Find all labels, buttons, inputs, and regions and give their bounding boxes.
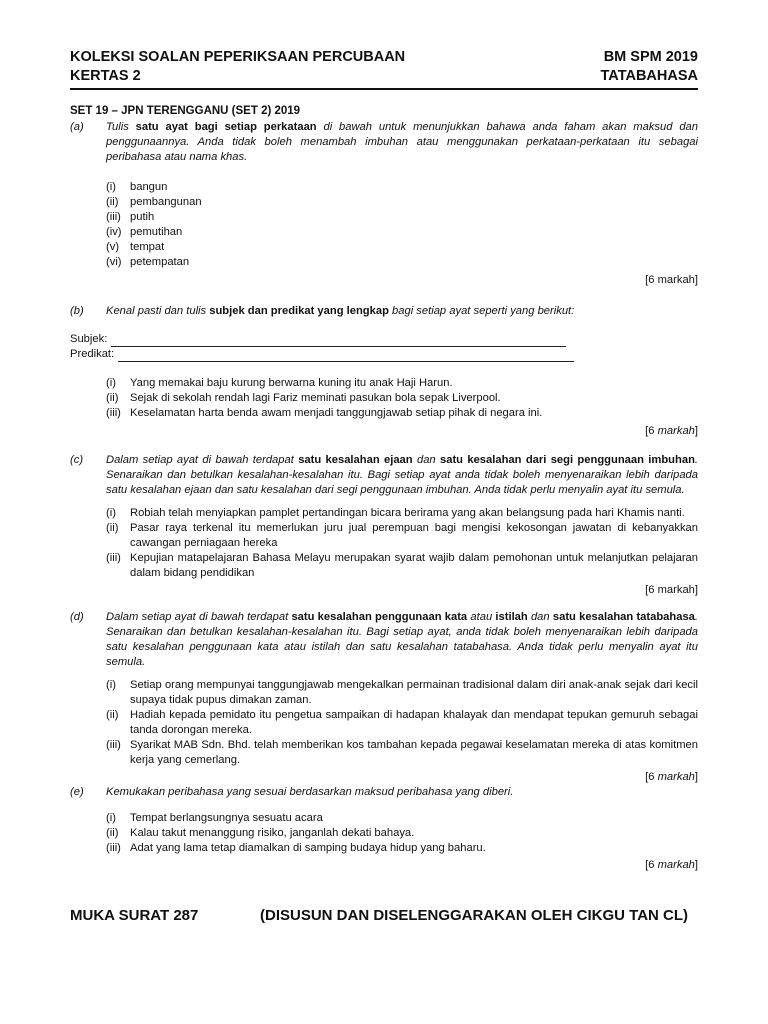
marks-label: [6 markah] xyxy=(645,771,698,783)
question-b xyxy=(70,304,698,319)
collection-title: KOLEKSI SOALAN PEPERIKSAAN PERCUBAAN xyxy=(70,49,406,65)
list-item: (v) tempat xyxy=(106,241,165,253)
header-top-row xyxy=(70,48,698,67)
credit-line: (DISUSUN DAN DISELENGGARAKAN OLEH CIKGU TAN CL) xyxy=(260,907,689,924)
list-item: (ii) Kalau takut menanggung risiko, janganlah dekati bahaya. xyxy=(106,827,415,839)
question-label: (b) xyxy=(70,305,84,317)
question-d xyxy=(70,610,698,670)
item-list xyxy=(106,678,698,768)
list-item: (i) Tempat berlangsungnya sesuatu acara xyxy=(106,812,323,824)
page-footer xyxy=(70,908,698,923)
list-item: (iv) pemutihan xyxy=(106,226,183,238)
item-list xyxy=(106,376,698,421)
question-label: (c) xyxy=(70,454,84,466)
question-a xyxy=(70,120,698,165)
list-item: (iii) Keselamatan harta benda awam menjadi tanggungjawab setiap pihak di negara ini. xyxy=(106,407,543,419)
question-e xyxy=(70,785,698,800)
list-item: (iii) Kepujian matapelajaran Bahasa Melayu merupakan syarat wajib dalam pemohonan untuk melanjutkan pelajaran dalam bidang pendidikan xyxy=(106,552,698,579)
item-list xyxy=(106,180,698,270)
subjek-line xyxy=(111,334,566,347)
question-label: (d) xyxy=(70,611,84,623)
answer-lines xyxy=(70,332,698,362)
question-instruction: Dalam setiap ayat di bawah terdapat satu kesalahan penggunaan kata atau istilah dan satu kesalahan tatabahasa. Senaraikan dan betulkan kesalahan-kesalahan itu. Bagi setiap ayat, anda tidak boleh menyenaraikan lebih daripada satu kesalahan penggunaan kata atau istilah dan satu kesalahan tatabahasa. Anda tidak perlu menyalin ayat itu semula. xyxy=(106,611,699,668)
list-item: (iii) Syarikat MAB Sdn. Bhd. telah memberikan kos tambahan kepada pegawai keselamatan mereka di atas komitmen kerja yang cemerlang. xyxy=(106,739,698,766)
paper-label: KERTAS 2 xyxy=(70,68,141,84)
list-item: (ii) pembangunan xyxy=(106,196,202,208)
list-item: (i) Yang memakai baju kurung berwarna kuning itu anak Haji Harun. xyxy=(106,377,453,389)
marks-label: [6 markah] xyxy=(645,425,698,437)
list-item: (ii) Hadiah kepada pemidato itu pengetua sampaikan di hadapan khalayak dan mendapat tepukan gemuruh sebagai tanda dorongan mereka. xyxy=(106,709,698,736)
subjek-label: Subjek: xyxy=(70,333,108,345)
list-item: (i) Robiah telah menyiapkan pamplet pertandingan bicara berirama yang akan belangsung pada hari Khamis nanti. xyxy=(106,507,685,519)
header-bottom-row xyxy=(70,67,698,86)
question-label: (e) xyxy=(70,786,84,798)
list-item: (i) bangun xyxy=(106,181,168,193)
question-c xyxy=(70,453,698,498)
list-item: (i) Setiap orang mempunyai tanggungjawab mengekalkan permainan tradisional dalam diri anak-anak sejak dari kecil supaya tidak pupus dimakan zaman. xyxy=(106,679,698,706)
marks-label: [6 markah] xyxy=(645,584,698,596)
question-instruction: Kenal pasti dan tulis subjek dan predikat yang lengkap bagi setiap ayat seperti yang berikut: xyxy=(106,305,575,317)
list-item: (vi) petempatan xyxy=(106,256,190,268)
marks-label: [6 markah] xyxy=(645,274,698,286)
predikat-row xyxy=(70,347,698,362)
page-number: MUKA SURAT 287 xyxy=(70,907,199,924)
predikat-label: Predikat: xyxy=(70,348,115,360)
header-divider xyxy=(70,88,698,90)
exam-code: BM SPM 2019 xyxy=(603,49,698,65)
subjek-row xyxy=(70,332,698,347)
exam-page xyxy=(70,48,698,873)
question-instruction: Dalam setiap ayat di bawah terdapat satu kesalahan ejaan dan satu kesalahan dari segi penggunaan imbuhan. Senaraikan dan betulkan kesalahan-kesalahan itu. Bagi setiap ayat anda tidak boleh menyenaraikan lebih daripada satu kesalahan ejaan dan satu kesalahan dari segi penggunaan imbuhan. Anda tidak perlu menyalin ayat itu semula. xyxy=(106,454,699,496)
marks-label: [6 markah] xyxy=(645,859,698,871)
predikat-line xyxy=(118,349,574,362)
list-item: (iii) putih xyxy=(106,211,155,223)
set-title: SET 19 – JPN TERENGGANU (SET 2) 2019 xyxy=(70,105,301,117)
question-label: (a) xyxy=(70,121,84,133)
item-list xyxy=(106,811,698,856)
list-item: (ii) Sejak di sekolah rendah lagi Fariz meminati pasukan bola sepak Liverpool. xyxy=(106,392,501,404)
list-item: (iii) Adat yang lama tetap diamalkan di samping budaya hidup yang baharu. xyxy=(106,842,486,854)
question-instruction: Tulis satu ayat bagi setiap perkataan di bawah untuk menunjukkan bahawa anda faham akan maksud dan penggunaannya. Anda tidak boleh menambah imbuhan atau menggunakan perkataan-perkataan itu sebagai peribahasa atau nama khas. xyxy=(106,121,698,163)
item-list xyxy=(106,506,698,581)
topic-label: TATABAHASA xyxy=(600,68,698,84)
question-instruction: Kemukakan peribahasa yang sesuai berdasarkan maksud peribahasa yang diberi. xyxy=(106,786,514,798)
list-item: (ii) Pasar raya terkenal itu memerlukan juru jual perempuan bagi mengisi kekosongan jawatan di kebanyakkan cawangan perniagaan hereka xyxy=(106,522,698,549)
